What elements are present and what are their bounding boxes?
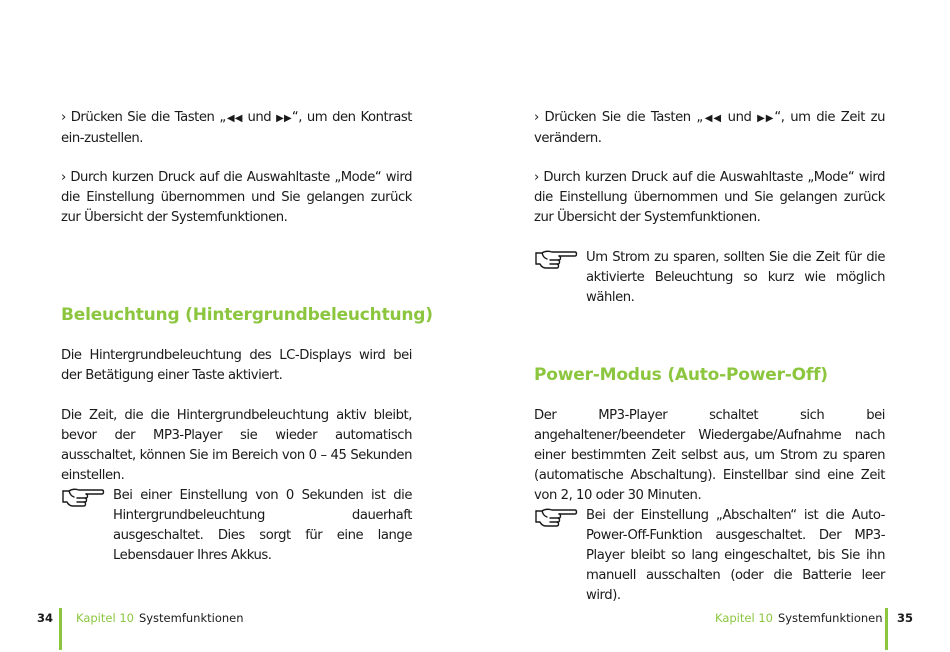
backlight-note-text: Bei einer Einstellung von 0 Sekunden ist die Hintergrundbeleuchtung dauerhaft ausgeschaltet. Dies sorgt für eine lange Lebensdauer Ihres Akkus. xyxy=(113,488,412,563)
contrast-step-1: › Drücken Sie die Tasten „◀◀ und ▶▶“, um den Kontrast ein-zustellen. xyxy=(61,110,412,146)
power-off-note xyxy=(534,506,885,606)
fast-forward-icon: ▶▶ xyxy=(757,113,775,124)
right-chapter-label: Kapitel 10 Systemfunktionen xyxy=(715,611,883,625)
backlight-intro: Die Hintergrundbeleuchtung des LC-Displays wird bei der Betätigung einer Taste aktiviert. xyxy=(61,348,412,383)
time-step-2: › Durch kurzen Druck auf die Auswahltaste „Mode“ wird die Einstellung übernommen und Sie gelangen zurück zur Übersicht der Systemfunktionen. xyxy=(534,170,885,225)
save-power-note-text: Um Strom zu sparen, sollten Sie die Zeit für die aktivierte Beleuchtung so kurz wie möglich wählen. xyxy=(586,250,885,305)
power-off-note-text: Bei der Einstellung „Abschalten“ ist die Auto-Power-Off-Funktion ausgeschaltet. Der MP3-Player bleibt so lang eingeschaltet, bis Sie ihn manuell ausschalten (oder die Batterie leer wird). xyxy=(586,508,885,603)
pointing-hand-icon xyxy=(534,249,578,271)
left-chapter-title: Systemfunktionen xyxy=(138,611,244,625)
save-power-note xyxy=(534,248,885,308)
contrast-step-2: › Durch kurzen Druck auf die Auswahltaste „Mode“ wird die Einstellung übernommen und Sie gelangen zurück zur Übersicht der Systemfunktionen. xyxy=(61,170,412,225)
pointing-hand-icon xyxy=(61,487,105,509)
backlight-duration: Die Zeit, die die Hintergrundbeleuchtung aktiv bleibt, bevor der MP3-Player sie wieder automatisch ausschaltet, können Sie im Bereich von 0 – 45 Sekunden einstellen. xyxy=(61,408,412,483)
power-mode-heading: Power-Modus (Auto-Power-Off) xyxy=(534,365,828,385)
right-footer-divider xyxy=(885,608,888,650)
left-page-number: 34 xyxy=(37,611,54,625)
left-footer xyxy=(0,608,475,628)
pointing-hand-icon xyxy=(534,507,578,529)
time-step-1: › Drücken Sie die Tasten „◀◀ und ▶▶“, um die Zeit zu verändern. xyxy=(534,110,885,146)
fast-forward-icon: ▶▶ xyxy=(276,113,292,124)
backlight-heading: Beleuchtung (Hintergrundbeleuchtung) xyxy=(61,305,433,325)
backlight-note xyxy=(61,486,412,566)
power-mode-intro: Der MP3-Player schaltet sich bei angehaltener/beendeter Wiedergabe/Aufnahme nach einer bestimmten Zeit selbst aus, um Strom zu sparen (automatische Abschaltung). Einstellbar sind eine Zeit von 2, 10 oder 30 Minuten. xyxy=(534,408,885,503)
rewind-icon: ◀◀ xyxy=(702,113,722,124)
left-footer-divider xyxy=(59,608,62,650)
right-footer xyxy=(475,608,950,628)
right-chapter-title: Systemfunktionen xyxy=(777,611,883,625)
left-chapter-label: Kapitel 10 Systemfunktionen xyxy=(76,611,244,625)
rewind-icon: ◀◀ xyxy=(225,113,243,124)
right-page-number: 35 xyxy=(897,611,914,625)
